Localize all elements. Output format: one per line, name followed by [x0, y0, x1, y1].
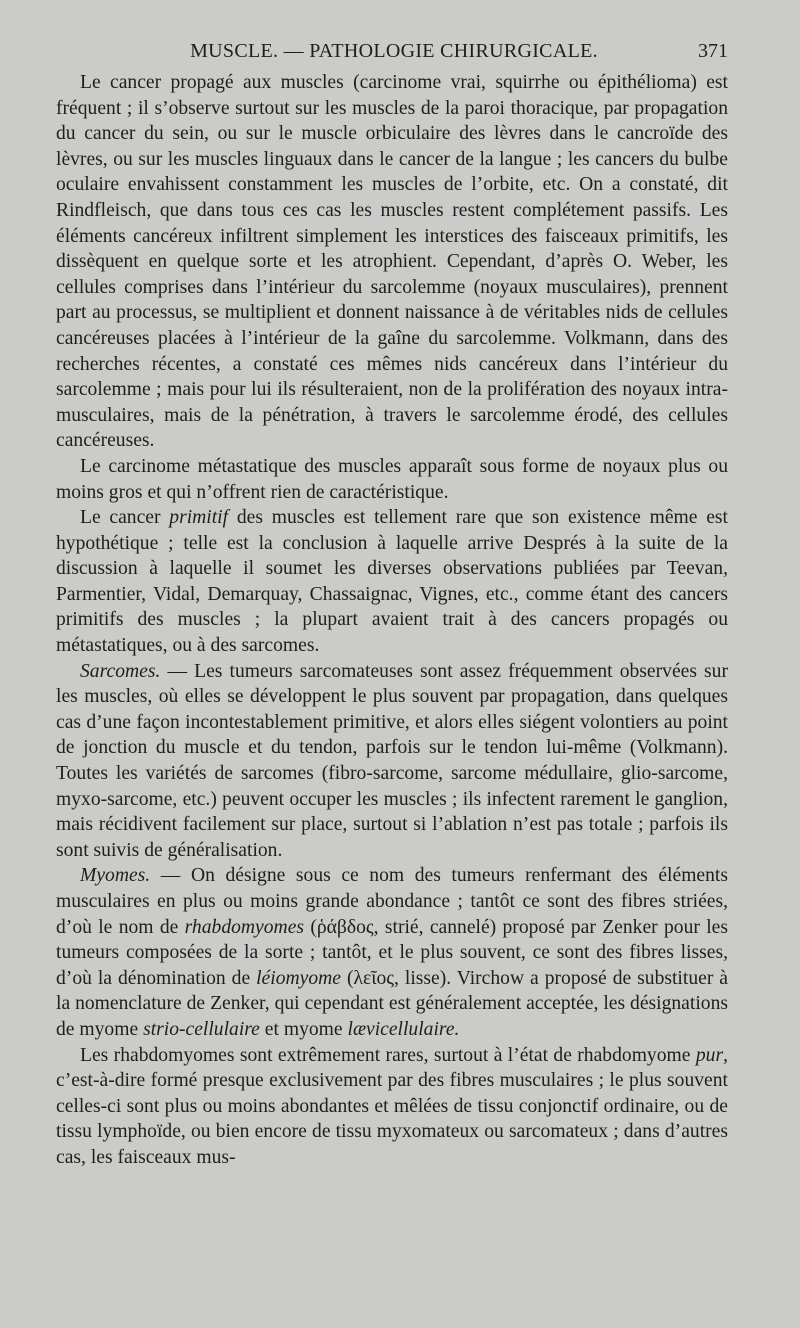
- text-run: et myome: [259, 1018, 348, 1040]
- italic-term: lævicellulaire.: [347, 1018, 460, 1040]
- body-text: [56, 70, 728, 1171]
- running-header: [60, 40, 728, 68]
- section-heading-sarcomes: Sarcomes.: [80, 660, 161, 682]
- paragraph-cancer-primitif: [56, 505, 728, 659]
- text-run: Les rhabdomyomes sont extrêmement rares, surtout à l’état de rhabdomyome: [80, 1044, 696, 1066]
- text-run: des muscles est tellement rare que son existence même est hypothétique ; telle est la conclusion à laquelle arrive Després à la suite de la discussion à laquelle il soumet les diverses observations publiées par Teevan, Parmentier, Vidal, Demarquay, Chassaignac, Vignes, etc., comme étant des cancers primitifs des muscles ; la plupart avaient trait à des cancers propagés ou métastatiques, ou à des sarcomes.: [56, 507, 728, 657]
- text-run: Le cancer propagé aux muscles (carcinome vrai, squirrhe ou épithélioma) est fréquent ; il s’observe surtout sur les muscles de la paroi thoracique, par propagation du cancer du sein, ou sur le muscle orbiculaire des lèvres dans le cancroïde des lèvres, ou sur les muscles linguaux dans le cancer de la langue ; les cancers du bulbe oculaire envahissent constamment les muscles de l’orbite, etc. On a constaté, dit Rindfleisch, que dans tous ces cas les muscles restent complétement passifs. Les éléments cancéreux infiltrent simplement les interstices des faisceaux primitifs, les dissèquent en quelque sorte et les atrophient. Cependant, d’après O. Weber, les cellules comprises dans l’intérieur du sarcolemme (noyaux musculaires), prennent part au processus, se multiplient et donnent naissance à de véritables nids de cellules cancéreuses placées à l’intérieur de la gaîne du sarcolemme. Volkmann, dans des recherches récentes, a constaté ces mêmes nids cancéreux dans l’intérieur du sarcolemme ; mais pour lui ils résulteraient, non de la prolifération des noyaux intra-musculaires, mais de la pénétration, à travers le sarcolemme érodé, des cellules cancéreuses.: [56, 72, 728, 452]
- paragraph-cancer-propage: [56, 70, 728, 454]
- text-run: Le carcinome métastatique des muscles apparaît sous forme de noyaux plus ou moins gros et qui n’offrent rien de caractéristique.: [56, 455, 728, 503]
- italic-term: pur: [695, 1044, 724, 1066]
- paragraph-myomes: [56, 863, 728, 1042]
- paragraph-rhabdomyomes: [56, 1043, 728, 1171]
- text-run: (λεῖος, lisse). Virchow a proposé de substituer à la nomenclature de Zenker, qui cependant est généralement acceptée, les désignations de myome: [56, 967, 728, 1040]
- italic-term: primitif: [169, 507, 229, 529]
- paragraph-carcinome-metastatique: [56, 454, 728, 505]
- section-heading-myomes: Myomes.: [80, 865, 151, 887]
- text-run: — Les tumeurs sarcomateuses sont assez fréquemment observées sur les muscles, où elles se développent le plus souvent par propagation, dans quelques cas d’une façon incontestablement primitive, et alors elles siégent volontiers au point de jonction du muscle et du tendon, parfois sur le tendon lui-même (Volkmann). Toutes les variétés de sarcomes (fibro-sarcome, sarcome médullaire, glio-sarcome, myxo-sarcome, etc.) peuvent occuper les muscles ; ils infectent rarement le ganglion, mais récidivent facilement sur place, surtout si l’ablation n’est pas totale ; parfois ils sont suivis de généralisation.: [56, 660, 728, 861]
- paragraph-sarcomes: [56, 659, 728, 864]
- italic-term: léiomyome: [256, 967, 341, 989]
- page-number: 371: [698, 40, 728, 62]
- italic-term: strio-cellulaire: [143, 1018, 260, 1040]
- text-run: (ῥάβδος, strié, cannelé) proposé par Zenker pour les tumeurs composées de la sorte ; tantôt, et le plus souvent, ce sont des fibres lisses, d’où la dénomination de: [56, 916, 728, 989]
- italic-term: rhabdomyomes: [184, 916, 305, 938]
- text-run: — On désigne sous ce nom des tumeurs renfermant des éléments musculaires en plus ou moins grande abondance ; tantôt ce sont des fibres striées, d’où le nom de: [56, 865, 728, 938]
- running-title: MUSCLE. — PATHOLOGIE CHIRURGICALE.: [190, 40, 598, 62]
- text-run: , c’est-à-dire formé presque exclusivement par des fibres musculaires ; le plus souvent celles-ci sont plus ou moins abondantes et mêlées de tissu conjonctif ordinaire, ou de tissu lymphoïde, ou bien encore de tissu myxomateux ou sarcomateux ; dans d’autres cas, les faisceaux mus-: [56, 1044, 728, 1168]
- text-run: Le cancer: [80, 507, 170, 529]
